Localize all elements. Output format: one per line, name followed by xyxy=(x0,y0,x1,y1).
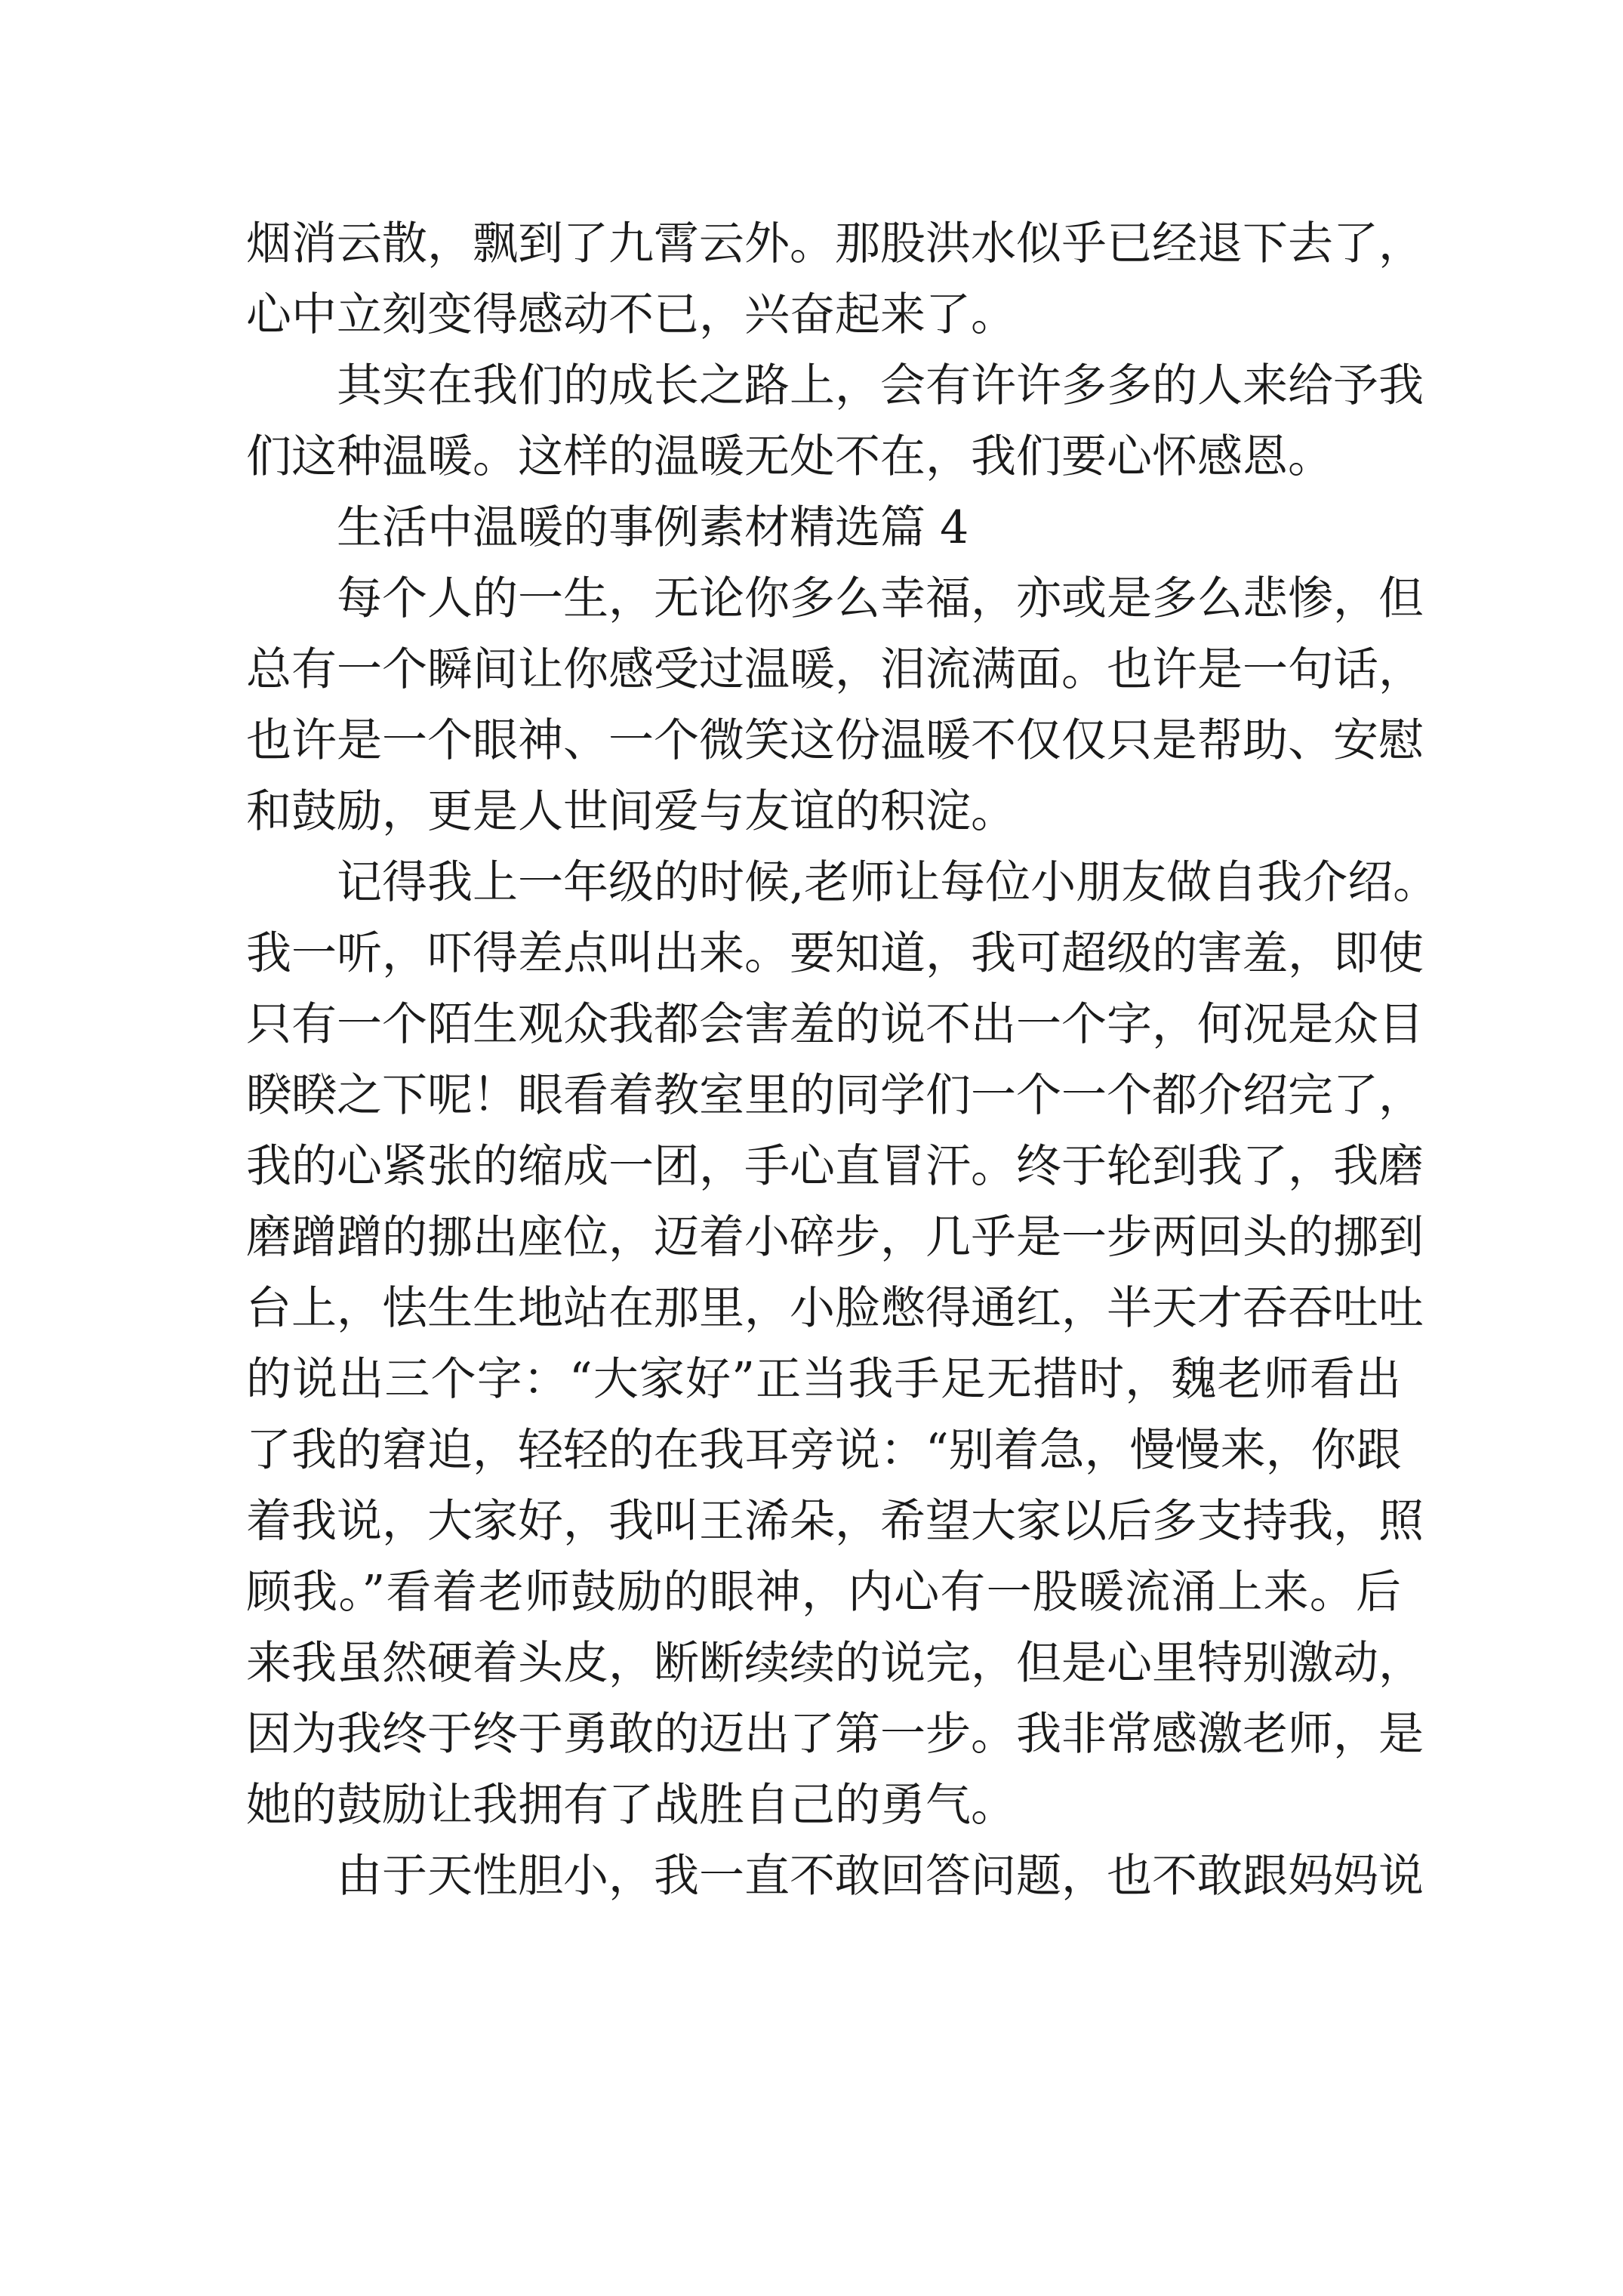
text-line: 我的心紧张的缩成一团，手心直冒汗。终于轮到我了，我磨 xyxy=(246,1140,1424,1193)
text-line: 了我的窘迫，轻轻的在我耳旁说：“别着急，慢慢来，你跟 xyxy=(246,1424,1402,1477)
text-line: 她的鼓励让我拥有了战胜自己的勇气。 xyxy=(246,1779,1016,1832)
text-line: 由于天性胆小，我一直不敢回答问题，也不敢跟妈妈说 xyxy=(337,1850,1424,1903)
text-line: 台上，怯生生地站在那里，小脸憋得通红，半天才吞吞吐吐 xyxy=(246,1282,1424,1335)
text-line: 我一听，吓得差点叫出来。要知道，我可超级的害羞，即使 xyxy=(246,927,1424,980)
text-line: 心中立刻变得感动不已，兴奋起来了。 xyxy=(246,288,1016,341)
text-line: 只有一个陌生观众我都会害羞的说不出一个字，何况是众目 xyxy=(246,998,1424,1051)
text-line: 们这种温暖。这样的温暖无处不在，我们要心怀感恩。 xyxy=(246,430,1333,483)
body-text xyxy=(246,208,1439,1912)
text-line: 生活中温暖的事例素材精选篇 4 xyxy=(337,501,969,554)
text-line: 因为我终于终于勇敢的迈出了第一步。我非常感激老师，是 xyxy=(246,1708,1424,1761)
text-line: 的说出三个字：“大家好”正当我手足无措时，魏老师看出 xyxy=(246,1353,1401,1406)
text-line: 和鼓励，更是人世间爱与友谊的积淀。 xyxy=(246,785,1016,838)
text-line: 每个人的一生，无论你多么幸福，亦或是多么悲惨，但 xyxy=(337,572,1424,625)
text-line: 磨蹭蹭的挪出座位，迈着小碎步，几乎是一步两回头的挪到 xyxy=(246,1211,1424,1264)
text-line: 来我虽然硬着头皮，断断续续的说完，但是心里特别激动， xyxy=(246,1637,1424,1690)
text-line: 烟消云散，飘到了九霄云外。那股洪水似乎已经退下去了， xyxy=(246,217,1424,270)
text-line: 其实在我们的成长之路上，会有许许多多的人来给予我 xyxy=(337,359,1424,412)
text-line: 也许是一个眼神、一个微笑这份温暖不仅仅只是帮助、安慰 xyxy=(246,714,1424,767)
text-line: 记得我上一年级的时候,老师让每位小朋友做自我介绍。 xyxy=(337,856,1439,909)
text-line: 总有一个瞬间让你感受过温暖，泪流满面。也许是一句话， xyxy=(246,643,1424,696)
text-line: 着我说，大家好，我叫王浠朵，希望大家以后多支持我，照 xyxy=(246,1495,1424,1548)
text-line: 顾我。”看着老师鼓励的眼神，内心有一股暖流涌上来。后 xyxy=(246,1566,1401,1619)
text-line: 睽睽之下呢！眼看着教室里的同学们一个一个都介绍完了， xyxy=(246,1069,1424,1122)
